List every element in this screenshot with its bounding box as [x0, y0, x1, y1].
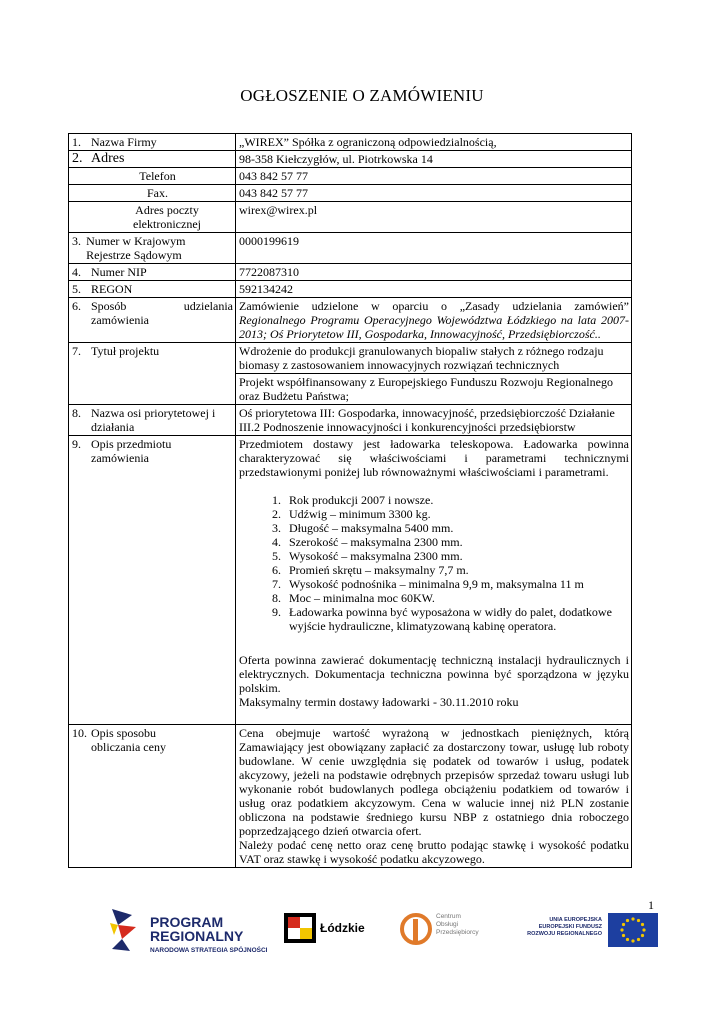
list-item — [239, 549, 629, 563]
spec-number: 6. — [272, 563, 281, 577]
spec-number: 5. — [272, 549, 281, 563]
spec-text: Udźwig – minimum 3300 kg. — [289, 507, 431, 521]
cop-line3: Przedsiębiorcy — [436, 929, 479, 936]
row-number: 9. — [72, 437, 81, 451]
method-plain: Zamówienie udzielone w oparciu o „Zasady udzielania zamówień” — [239, 299, 629, 313]
price-calc-text: Cena obejmuje wartość wyrażoną w jednostkach pieniężnych, którą Zamawiający jest obowiązany zapłacić za dostarczony towar, usługę lub roboty budowlane. W cenie uwzględnia się podatek od towarów i usług, podatek akcyzowy, jeżeli na podstawie odrębnych przepisów sprzedaż towaru usługi lub wykonanie robót budowlanych podlega obciążeniu podatkiem od towarów i usług oraz podatkiem akcyzowym. Cena w walucie innej niż PLN zostanie obliczona na podstawie średniego kursu NBP z ostatniego dnia roboczego poprzedzającego dzień otwarcia ofert. — [239, 726, 629, 838]
row-number: 10. — [72, 726, 87, 740]
spec-number: 1. — [272, 493, 281, 507]
spec-text: Promień skrętu – maksymalny 7,7 m. — [289, 563, 469, 577]
label-email: Adres poczty elektronicznej — [133, 203, 201, 231]
table-row — [69, 264, 632, 281]
label-priority-axis: Nazwa osi priorytetowej i działania — [91, 406, 216, 434]
label-fax: Fax. — [147, 186, 168, 200]
spec-number: 3. — [272, 521, 281, 535]
label-method-b: udzielania — [183, 299, 233, 313]
label-method-c: zamówienia — [91, 313, 149, 327]
row-label — [69, 436, 236, 725]
spec-number: 9. — [272, 605, 281, 619]
list-item — [239, 591, 629, 605]
spec-text: Długość – maksymalna 5400 mm. — [289, 521, 454, 535]
row-label — [69, 185, 236, 202]
list-item — [239, 563, 629, 577]
row-number: 8. — [72, 406, 81, 420]
regon-value: 592134242 — [236, 281, 632, 298]
table-row — [69, 151, 632, 168]
page-number: 1 — [648, 898, 654, 912]
price-net-gross-text: Należy podać cenę netto oraz cenę brutto podając stawkę i wysokość podatku VAT oraz stawkę i wysokość podatku akcyzowego. — [239, 838, 629, 866]
row-number: 6. — [72, 299, 81, 313]
list-item — [239, 535, 629, 549]
spec-text: Moc – minimalna moc 60KW. — [289, 591, 435, 605]
row-label — [69, 281, 236, 298]
company-name-value: „WIREX” Spółka z ograniczoną odpowiedzialnością, — [236, 134, 632, 151]
row-label — [69, 151, 236, 168]
document-title: OGŁOSZENIE O ZAMÓWIENIU — [240, 86, 484, 105]
announcement-table — [68, 133, 632, 868]
krs-value: 0000199619 — [236, 233, 632, 264]
row-label — [69, 202, 236, 233]
row-label — [69, 343, 236, 405]
row-label — [69, 134, 236, 151]
label-method-a: Sposób — [91, 299, 127, 313]
table-row — [69, 202, 632, 233]
row-label — [69, 725, 236, 868]
subject-intro: Przedmiotem dostawy jest ładowarka teleskopowa. Ładowarka powinna charakteryzować się właściwościami i parametrami technicznymi przedstawionymi poniżej lub równoważnymi właściwościami i parametrami. — [239, 437, 629, 479]
label-nip: Numer NIP — [91, 265, 147, 279]
cop-line2: Obsługi — [436, 921, 459, 928]
lodzkie-text: Łódzkie — [320, 921, 365, 935]
program-regionalny-logo — [108, 903, 268, 965]
table-row — [69, 134, 632, 151]
table-row — [69, 298, 632, 343]
row-number: 5. — [72, 282, 81, 296]
subject-value — [236, 436, 632, 725]
row-number: 3. — [72, 234, 81, 248]
email-value: wirex@wirex.pl — [236, 202, 632, 233]
offer-requirements: Oferta powinna zawierać dokumentację techniczną instalacji hydraulicznych i elektrycznych. Dokumentacja techniczna powinna być sporządzona w języku polskim. — [239, 653, 629, 695]
eu-logo — [510, 913, 660, 953]
table-row — [69, 725, 632, 868]
method-italic: Regionalnego Programu Operacyjnego Województwa Łódzkiego na lata 2007-2013; Oś Priorytetow III, Gospodarka, Innowacyjność, Przedsiębiorczość.. — [239, 313, 629, 341]
price-calc-value — [236, 725, 632, 868]
table-row — [69, 168, 632, 185]
spec-number: 2. — [272, 507, 281, 521]
spec-list — [239, 493, 629, 633]
spec-text: Rok produkcji 2007 i nowsze. — [289, 493, 434, 507]
row-label — [69, 264, 236, 281]
star-icon — [108, 905, 140, 953]
row-label — [69, 298, 236, 343]
ue-line2: EUROPEJSKI FUNDUSZ — [538, 924, 602, 930]
program-line2: REGIONALNY — [150, 928, 244, 944]
eu-flag-icon — [608, 913, 658, 947]
lodzkie-logo — [284, 911, 376, 951]
ue-line3: ROZWOJU REGIONALNEGO — [527, 931, 602, 937]
list-item — [239, 493, 629, 507]
row-label — [69, 168, 236, 185]
fax-value: 043 842 57 77 — [236, 185, 632, 202]
label-address: Adres — [91, 151, 125, 166]
list-item — [239, 507, 629, 521]
program-line3: NARODOWA STRATEGIA SPÓJNOŚCI — [150, 947, 268, 954]
table-row — [69, 405, 632, 436]
priority-axis-value: Oś priorytetowa III: Gospodarka, innowacyjność, przedsiębiorczość Działanie III.2 Podnoszenie innowacyjności i konkurencyjności przedsiębiorstw — [236, 405, 632, 436]
label-company-name: Nazwa Firmy — [91, 135, 157, 149]
spec-text: Szerokość – maksymalna 2300 mm. — [289, 535, 463, 549]
spec-text: Ładowarka powinna być wyposażona w widły do palet, dodatkowe wyjście hydrauliczne, klimatyzowaną kabinę operatora. — [289, 605, 612, 633]
spec-number: 8. — [272, 591, 281, 605]
cop-line1: Centrum — [436, 913, 461, 920]
row-label — [69, 405, 236, 436]
spec-text: Wysokość podnośnika – minimalna 9,9 m, maksymalna 11 m — [289, 577, 584, 591]
row-number: 2. — [72, 151, 83, 166]
delivery-deadline: Maksymalny termin dostawy ładowarki - 30.11.2010 roku — [239, 695, 519, 709]
label-regon: REGON — [91, 282, 133, 296]
spec-number: 4. — [272, 535, 281, 549]
table-row — [69, 436, 632, 725]
row-number: 7. — [72, 344, 81, 358]
project-title-value: Wdrożenie do produkcji granulowanych biopaliw stałych z różnego rodzaju biomasy z zastosowaniem innowacyjnych rozwiązań technicznych — [236, 343, 632, 374]
cofinancing-value: Projekt współfinansowany z Europejskiego Funduszu Rozwoju Regionalnego oraz Budżetu Państwa; — [236, 374, 632, 405]
cop-logo — [400, 909, 480, 953]
label-project-title: Tytuł projektu — [91, 344, 160, 358]
table-row — [69, 281, 632, 298]
label-krs: Numer w Krajowym Rejestrze Sądowym — [86, 234, 186, 262]
lodzkie-mark-icon — [284, 913, 316, 943]
label-subject: Opis przedmiotu zamówienia — [91, 437, 172, 465]
label-price-calc: Opis sposobu obliczania ceny — [91, 726, 166, 754]
row-number: 4. — [72, 265, 81, 279]
table-row — [69, 185, 632, 202]
spec-number: 7. — [272, 577, 281, 591]
phone-value: 043 842 57 77 — [236, 168, 632, 185]
spec-text: Wysokość – maksymalna 2300 mm. — [289, 549, 463, 563]
list-item — [239, 605, 629, 633]
list-item — [239, 521, 629, 535]
footer-logos — [70, 893, 660, 973]
label-phone: Telefon — [139, 169, 176, 183]
program-line1: PROGRAM — [150, 914, 224, 930]
address-value: 98-358 Kiełczygłów, ul. Piotrkowska 14 — [236, 151, 632, 168]
table-row — [69, 343, 632, 374]
cop-mark-icon — [400, 911, 432, 947]
method-value — [236, 298, 632, 343]
ue-line1: UNIA EUROPEJSKA — [549, 917, 602, 923]
list-item — [239, 577, 629, 591]
row-label — [69, 233, 236, 264]
nip-value: 7722087310 — [236, 264, 632, 281]
table-row — [69, 233, 632, 264]
row-number: 1. — [72, 135, 81, 149]
